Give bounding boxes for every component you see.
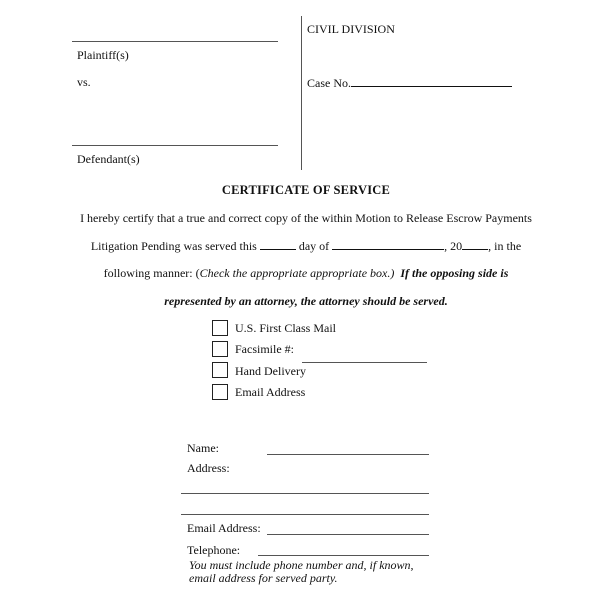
attorney-note: represented by an attorney, the attorney should be served. (164, 294, 448, 308)
defendant-line (72, 145, 278, 146)
case-number-field[interactable] (307, 75, 512, 90)
first-class-mail-checkbox[interactable] (212, 320, 228, 336)
served-month-blank[interactable] (332, 238, 444, 250)
facsimile-checkbox[interactable] (212, 341, 228, 357)
address-label: Address: (187, 461, 230, 475)
check-instruction: Check the appropriate appropriate box.) (199, 266, 395, 280)
first-class-mail-label: U.S. First Class Mail (235, 321, 337, 335)
telephone-label: Telephone: (187, 543, 241, 557)
facsimile-label: Facsimile #: (235, 342, 294, 356)
address-line-1[interactable] (181, 493, 429, 494)
day-of-text: day of (298, 239, 330, 253)
in-the-text: , in the (488, 239, 522, 253)
certificate-line-2 (0, 238, 612, 253)
contact-note-line-1: You must include phone number and, if known, (189, 558, 414, 572)
certificate-line-3 (0, 266, 612, 280)
case-number-blank[interactable] (351, 75, 512, 87)
manner-text: following manner: ( (103, 266, 200, 280)
certificate-title: CERTIFICATE OF SERVICE (221, 183, 391, 197)
case-number-label: Case No. (307, 76, 351, 90)
email-line[interactable] (267, 534, 429, 535)
contact-note-line-2: email address for served party. (189, 571, 338, 585)
name-label: Name: (187, 441, 219, 455)
plaintiff-line (72, 41, 278, 42)
civil-division-label: CIVIL DIVISION (307, 22, 395, 36)
name-line[interactable] (267, 454, 429, 455)
vs-label: vs. (77, 75, 91, 89)
plaintiff-label: Plaintiff(s) (77, 48, 129, 62)
opposing-side-note: If the opposing side is (400, 266, 509, 280)
served-year-blank[interactable] (462, 238, 488, 250)
email-label: Email Address: (187, 521, 261, 535)
email-address-checkbox[interactable] (212, 384, 228, 400)
email-address-option-label: Email Address (235, 385, 306, 399)
certificate-line-1: I hereby certify that a true and correct copy of the within Motion to Release Escrow Payments (80, 211, 532, 225)
caption-divider (301, 16, 302, 170)
facsimile-number-line[interactable] (302, 362, 427, 363)
hand-delivery-label: Hand Delivery (235, 364, 306, 378)
year-prefix-text: , 20 (444, 239, 463, 253)
served-day-blank[interactable] (260, 238, 296, 250)
telephone-line[interactable] (258, 555, 429, 556)
address-line-2[interactable] (181, 514, 429, 515)
served-text: Litigation Pending was served this (90, 239, 257, 253)
defendant-label: Defendant(s) (77, 152, 140, 166)
hand-delivery-checkbox[interactable] (212, 362, 228, 378)
